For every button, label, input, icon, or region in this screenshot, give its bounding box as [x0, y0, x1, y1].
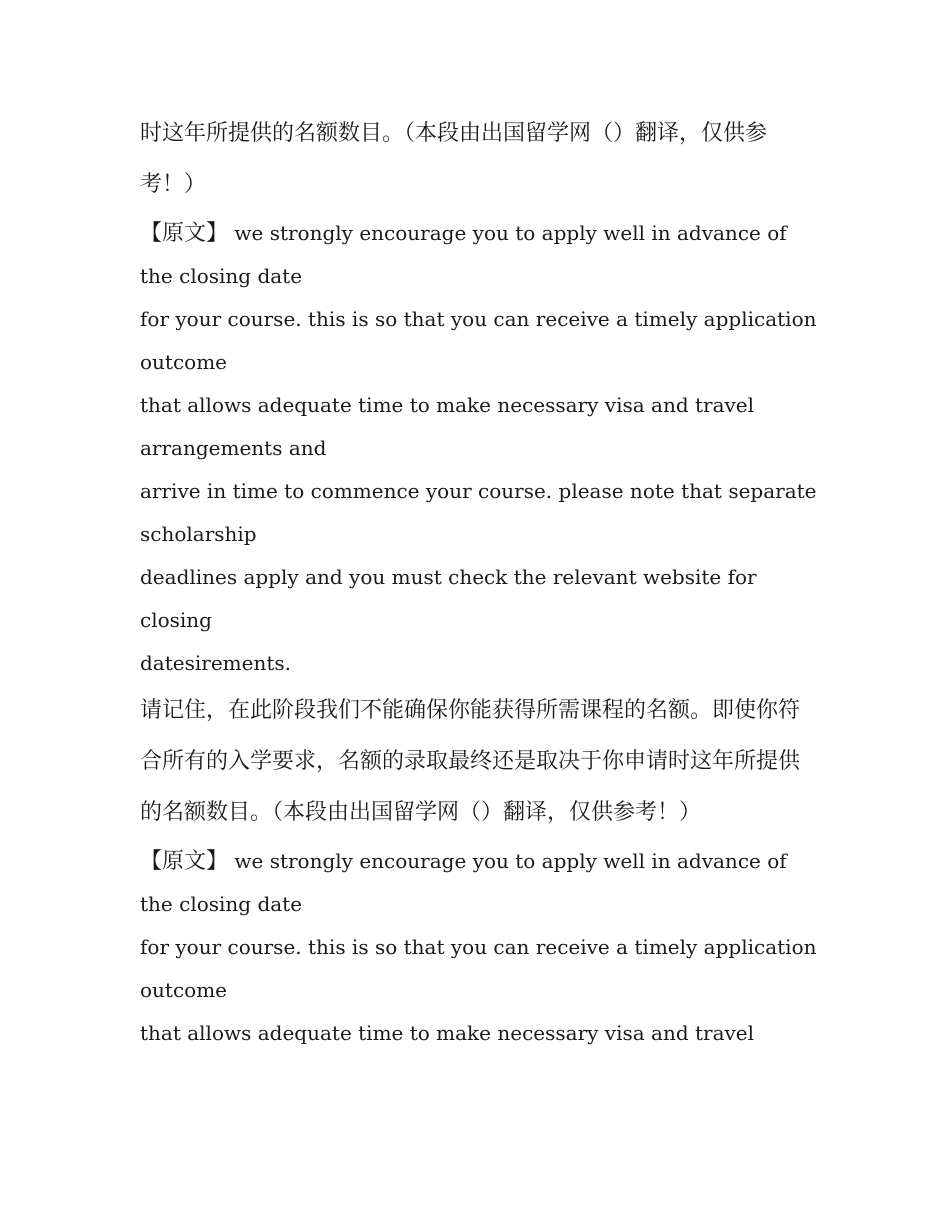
original-line-text: we strongly encourage you to apply well in advance of the closing date — [140, 221, 794, 288]
original-line: arrive in time to commence your course. please note that separate scholarship — [140, 479, 823, 546]
original-line: that allows adequate time to make necessary visa and travel arrangements and — [140, 393, 761, 460]
original-line: that allows adequate time to make necessary visa and travel — [140, 1021, 755, 1045]
original-line — [140, 840, 820, 926]
original-line: for your course. this is so that you can receive a timely application outcome — [140, 935, 823, 1002]
original-label: 【原文】 — [140, 849, 229, 874]
original-line-text: we strongly encourage you to apply well in advance of the closing date — [140, 849, 794, 916]
original-line: deadlines apply and you must check the relevant website for closing — [140, 565, 763, 632]
original-line: datesirements. — [140, 651, 291, 675]
original-text-block-2 — [140, 840, 823, 1055]
original-line: for your course. this is so that you can receive a timely application outcome — [140, 307, 823, 374]
original-label: 【原文】 — [140, 221, 229, 246]
chinese-paragraph-fragment: 时这年所提供的名额数目。（本段由出国留学网（）翻译，仅供参考！） — [140, 121, 768, 197]
document-body — [140, 108, 823, 1055]
chinese-paragraph: 请记住，在此阶段我们不能确保你能获得所需课程的名额。即使你符合所有的入学要求，名额的录取最终还是取决于你申请时这年所提供的名额数目。（本段由出国留学网（）翻译，仅供参考！） — [140, 698, 801, 825]
original-text-block-1 — [140, 212, 823, 685]
original-line — [140, 212, 820, 298]
